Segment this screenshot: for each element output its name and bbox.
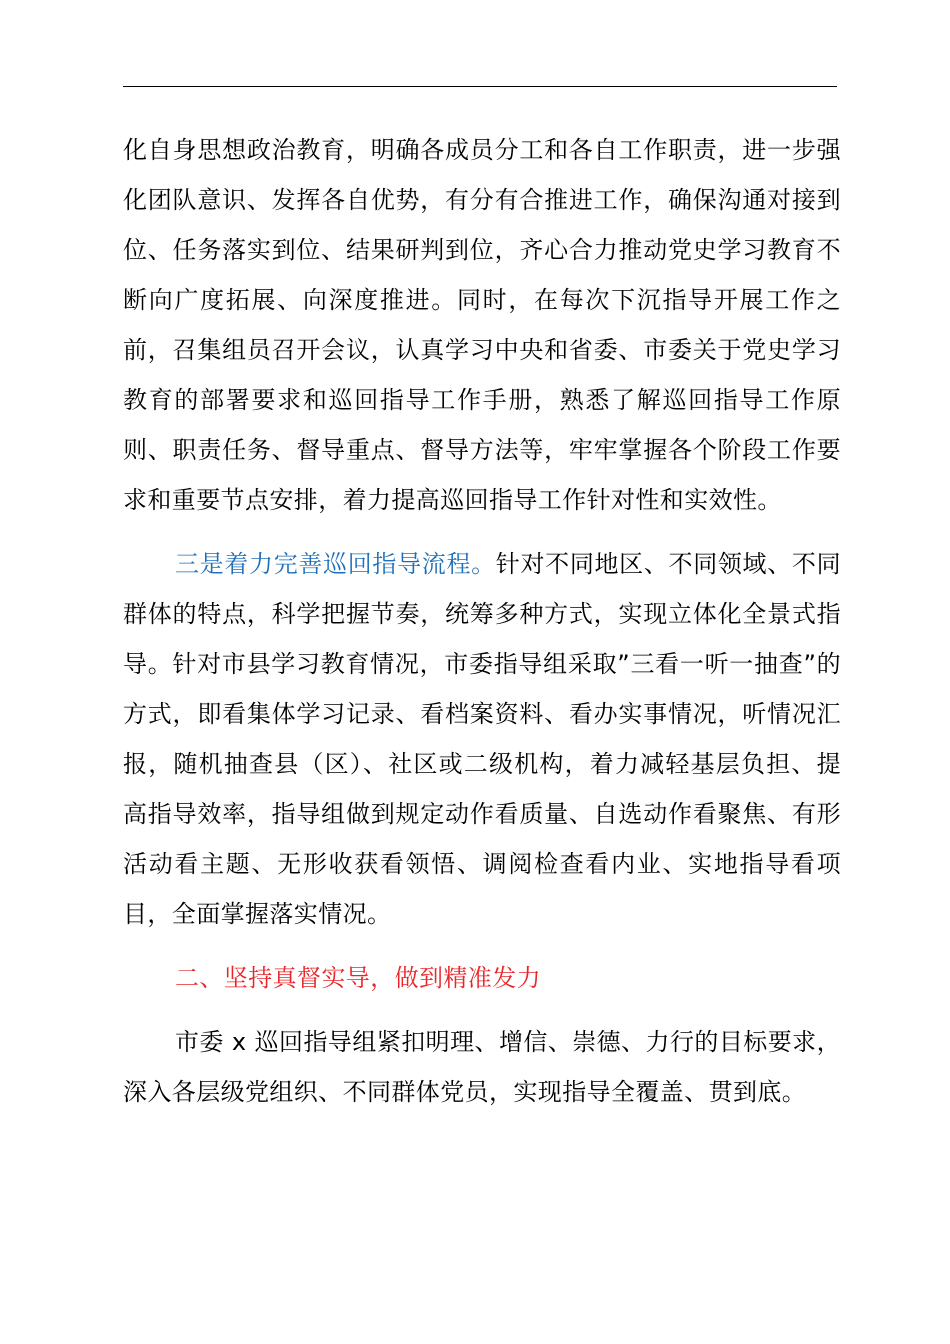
paragraph-continued xyxy=(123,125,841,525)
document-body xyxy=(123,125,841,1117)
paragraph-text: 化自身思想政治教育，明确各成员分工和各自工作职责，进一步强化团队意识、发挥各自优势，有分有合推进工作，确保沟通对接到位、任务落实到位、结果研判到位，齐心合力推动党史学习教育不断向广度拓展、向深度推进。同时，在每次下沉指导开展工作之前，召集组员召开会议，认真学习中央和省委、市委关于党史学习教育的部署要求和巡回指导工作手册，熟悉了解巡回指导工作原则、职责任务、督导重点、督导方法等，牢牢掌握各个阶段工作要求和重要节点安排，着力提高巡回指导工作针对性和实效性。 xyxy=(123,136,841,514)
paragraph-workflow xyxy=(123,539,841,939)
paragraph-intro xyxy=(123,1017,841,1117)
header-rule xyxy=(123,86,837,87)
paragraph-text: 市委 x 巡回指导组紧扣明理、增信、崇德、力行的目标要求，深入各层级党组织、不同群体党员，实现指导全覆盖、贯到底。 xyxy=(123,1028,841,1106)
paragraph-lead-highlight: 三是着力完善巡回指导流程。 xyxy=(175,550,496,578)
section-heading: 二、坚持真督实导，做到精准发力 xyxy=(175,964,541,992)
paragraph-text: 针对不同地区、不同领域、不同群体的特点，科学把握节奏，统筹多种方式，实现立体化全景式指导。针对市县学习教育情况，市委指导组采取”三看一听一抽查”的方式，即看集体学习记录、看档案资料、看办实事情况，听情况汇报，随机抽查县（区）、社区或二级机构，着力减轻基层负担、提高指导效率，指导组做到规定动作看质量、自选动作看聚焦、有形活动看主题、无形收获看领悟、调阅检查看内业、实地指导看项目，全面掌握落实情况。 xyxy=(123,550,841,928)
